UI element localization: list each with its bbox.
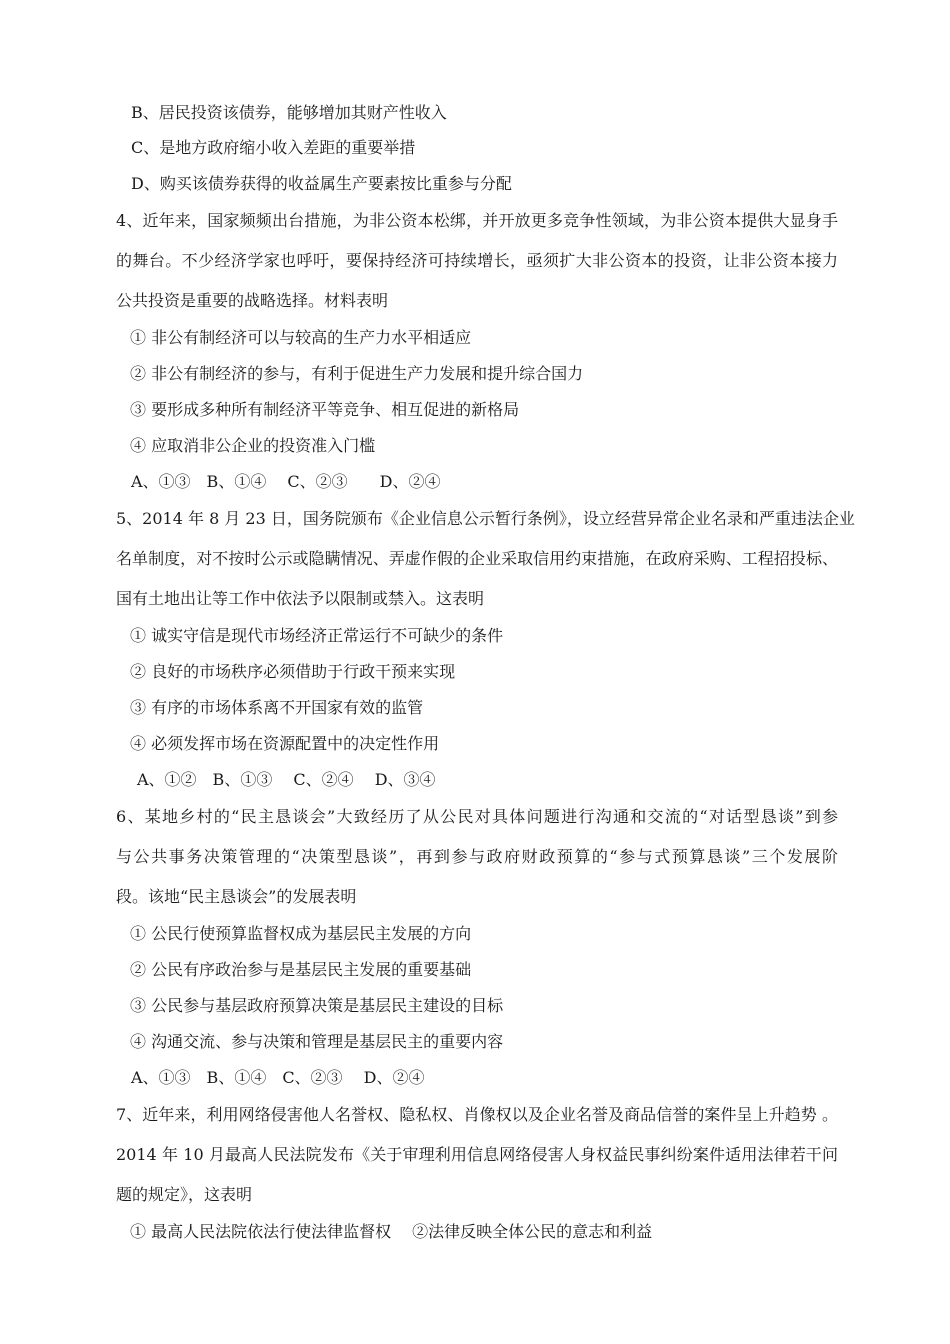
q6-item-4: ④ 沟通交流、参与决策和管理是基层民主的重要内容 — [130, 1032, 504, 1051]
q3-option-c: C、是地方政府缩小收入差距的重要举措 — [131, 138, 416, 157]
q7-items: ① 最高人民法院依法行使法律监督权 ②法律反映全体公民的意志和利益 — [130, 1222, 653, 1241]
q6-item-3: ③ 公民参与基层政府预算决策是基层民主建设的目标 — [130, 996, 504, 1015]
q5-item-4: ④ 必须发挥市场在资源配置中的决定性作用 — [130, 734, 440, 753]
q4-stem-line-3: 公共投资是重要的战略选择。材料表明 — [116, 291, 389, 310]
q4-item-2: ② 非公有制经济的参与，有利于促进生产力发展和提升综合国力 — [130, 364, 584, 383]
q5-stem-line-2: 名单制度，对不按时公示或隐瞒情况、弄虚作假的企业采取信用约束措施，在政府采购、工程招投标、 — [116, 549, 838, 568]
q4-item-1: ① 非公有制经济可以与较高的生产力水平相适应 — [130, 328, 472, 347]
q4-stem-line-1: 4、近年来，国家频频出台措施，为非公资本松绑，并开放更多竞争性领域，为非公资本提供大显身手 — [116, 211, 838, 230]
q6-choices: A、①③ B、①④ C、②③ D、②④ — [131, 1068, 425, 1087]
q3-option-d: D、购买该债券获得的收益属生产要素按比重参与分配 — [131, 174, 512, 193]
q4-choices: A、①③ B、①④ C、②③ D、②④ — [131, 472, 441, 491]
q4-stem-line-2: 的舞台。不少经济学家也呼吁，要保持经济可持续增长，亟须扩大非公资本的投资，让非公资本接力 — [116, 251, 838, 270]
q7-stem-line-2: 2014 年 10 月最高人民法院发布《关于审理利用信息网络侵害人身权益民事纠纷案件适用法律若干问 — [116, 1145, 838, 1164]
q3-option-b: B、居民投资该债券，能够增加其财产性收入 — [131, 103, 447, 122]
q7-stem-line-3: 题的规定》，这表明 — [116, 1185, 253, 1204]
q6-stem-line-2: 与公共事务决策管理的“决策型恳谈”，再到参与政府财政预算的“参与式预算恳谈”三个发展阶 — [116, 847, 838, 866]
q5-item-3: ③ 有序的市场体系离不开国家有效的监管 — [130, 698, 424, 717]
q4-item-4: ④ 应取消非公企业的投资准入门槛 — [130, 436, 376, 455]
q6-item-1: ① 公民行使预算监督权成为基层民主发展的方向 — [130, 924, 472, 943]
q5-item-2: ② 良好的市场秩序必须借助于行政干预来实现 — [130, 662, 456, 681]
q5-stem-line-1: 5、2014 年 8 月 23 日，国务院颁布《企业信息公示暂行条例》，设立经营异常企业名录和严重违法企业 — [116, 509, 855, 528]
q6-stem-line-1: 6、某地乡村的“民主恳谈会”大致经历了从公民对具体问题进行沟通和交流的“对话型恳谈”到参 — [116, 807, 838, 826]
q5-choices: A、①② B、①③ C、②④ D、③④ — [137, 770, 436, 789]
q6-stem-line-3: 段。该地“民主恳谈会”的发展表明 — [116, 887, 357, 906]
q6-item-2: ② 公民有序政治参与是基层民主发展的重要基础 — [130, 960, 472, 979]
q5-stem-line-3: 国有土地出让等工作中依法予以限制或禁入。这表明 — [116, 589, 485, 608]
q5-item-1: ① 诚实守信是现代市场经济正常运行不可缺少的条件 — [130, 626, 504, 645]
q4-item-3: ③ 要形成多种所有制经济平等竞争、相互促进的新格局 — [130, 400, 520, 419]
q7-stem-line-1: 7、近年来，利用网络侵害他人名誉权、隐私权、肖像权以及企业名誉及商品信誉的案件呈上升趋势 。 — [116, 1105, 838, 1124]
